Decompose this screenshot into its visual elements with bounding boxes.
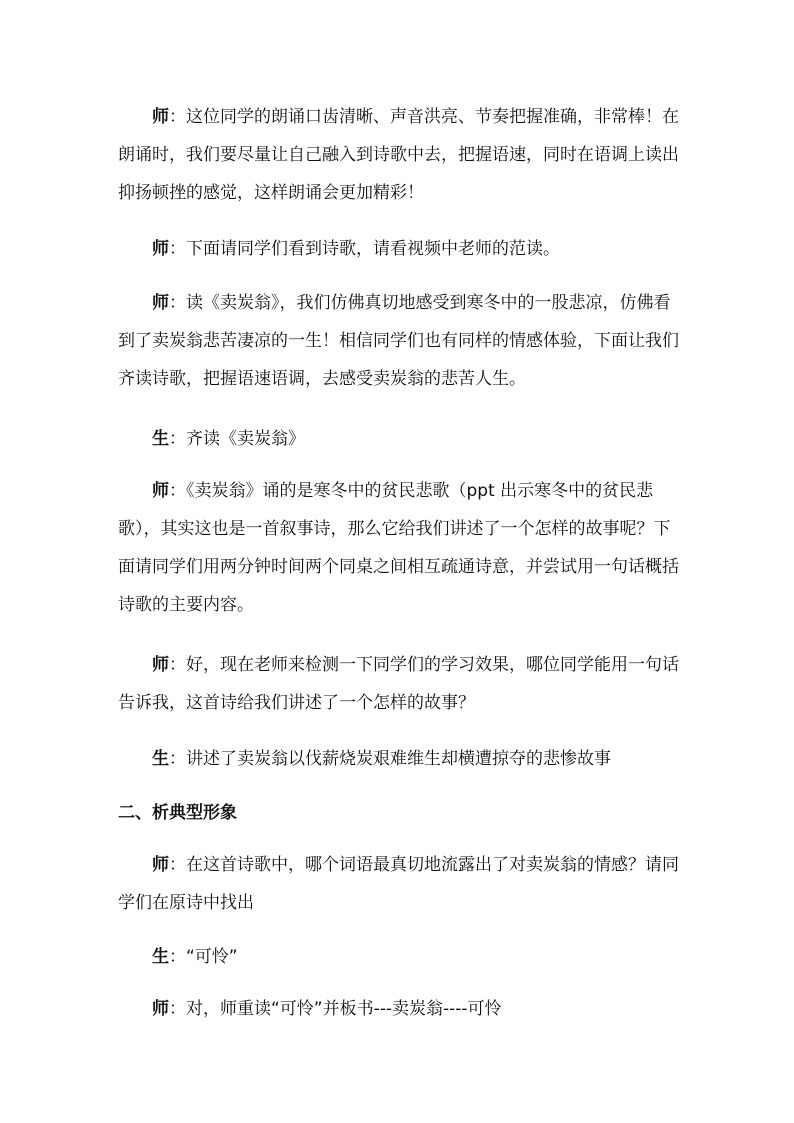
paragraph-text: ：齐读《卖炭翁》 [169, 429, 305, 449]
paragraph-5 [118, 472, 680, 624]
speaker-label: 师 [152, 239, 169, 259]
paragraph-2 [118, 230, 680, 268]
paragraph-text: ：《卖炭翁》诵的是寒冬中的贫民悲歌（ppt 出示寒冬中的贫民悲歌），其实这也是一首叙事诗，那么它给我们讲述了一个怎样的故事呢？下面请同学们用两分钟时间两个同桌之间相互疏通诗意，并尝试用一句话概括诗歌的主要内容。 [118, 481, 679, 615]
paragraph-text: ：下面请同学们看到诗歌，请看视频中老师的范读。 [169, 239, 560, 259]
speaker-label: 师 [152, 481, 169, 501]
paragraph-1 [118, 98, 680, 212]
speaker-label: 生 [152, 749, 169, 769]
paragraph-text: ：讲述了卖炭翁以伐薪烧炭艰难维生却横遭掠夺的悲惨故事 [169, 749, 611, 769]
paragraph-9 [118, 938, 680, 976]
speaker-label: 生 [152, 947, 169, 967]
speaker-label: 师 [152, 107, 169, 127]
paragraph-6 [118, 646, 680, 722]
paragraph-text: ：这位同学的朗诵口齿清晰、声音洪亮、节奏把握准确，非常棒！在朗诵时，我们要尽量让自己融入到诗歌中去，把握语速，同时在语调上读出抑扬顿挫的感觉，这样朗诵会更加精彩！ [118, 107, 679, 203]
speaker-label: 师 [152, 655, 169, 675]
speaker-label: 师 [152, 999, 169, 1019]
paragraph-7 [118, 740, 680, 778]
speaker-label: 师 [152, 293, 169, 313]
paragraph-text: ：对，师重读“可怜”并板书---卖炭翁----可怜 [169, 999, 502, 1019]
speaker-label: 生 [152, 429, 169, 449]
section-heading: 二、析典型形象 [118, 803, 237, 823]
paragraph-text: ：在这首诗歌中，哪个词语最真切地流露出了对卖炭翁的情感？请同学们在原诗中找出 [118, 855, 679, 913]
paragraph-8 [118, 846, 680, 922]
paragraph-text: ：好，现在老师来检测一下同学们的学习效果，哪位同学能用一句话告诉我，这首诗给我们讲述了一个怎样的故事？ [118, 655, 679, 713]
speaker-label: 师 [152, 855, 169, 875]
paragraph-3 [118, 284, 680, 398]
paragraph-10 [118, 990, 680, 1028]
paragraph-text: ：读《卖炭翁》，我们仿佛真切地感受到寒冬中的一股悲凉，仿佛看到了卖炭翁悲苦凄凉的一生！相信同学们也有同样的情感体验，下面让我们齐读诗歌，把握语速语调，去感受卖炭翁的悲苦人生。 [118, 293, 679, 389]
paragraph-text: ：“可怜” [169, 947, 238, 967]
paragraph-4 [118, 420, 680, 458]
